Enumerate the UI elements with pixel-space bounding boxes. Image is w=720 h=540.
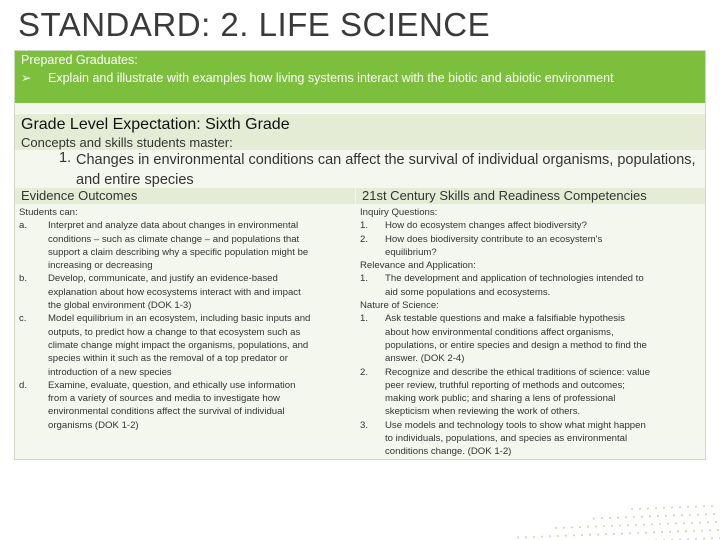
evidence-item-line: support a claim describing why a specific population might be (48, 246, 309, 258)
concept-row (15, 150, 705, 189)
skills-item (360, 219, 696, 232)
skills-item-label: 2. (360, 233, 369, 245)
evidence-item-line: Model equilibrium in an ecosystem, including basic inputs and (48, 313, 311, 325)
evidence-item (19, 219, 355, 272)
skills-item-line: making work public; and sharing a lens of professional (385, 393, 616, 405)
skills-item (360, 233, 696, 260)
evidence-item (19, 272, 355, 312)
skills-item-line: How do ecosystem changes affect biodiversity? (385, 220, 587, 232)
evidence-item (19, 312, 355, 378)
skills-item-line: Recognize and describe the ethical traditions of science: value (385, 366, 651, 378)
evidence-item-line: explanation about how ecosystems interact with and impact (48, 286, 301, 298)
evidence-item-text (48, 219, 355, 272)
skills-header (356, 188, 705, 204)
evidence-item-line: Examine, evaluate, question, and ethically use information (48, 379, 296, 391)
students-can-label: Students can: (19, 207, 78, 218)
evidence-item-line: species within it such as the removal of a top predator or (48, 353, 288, 365)
skills-item-line: populations, or entire species and design a method to find the (385, 339, 647, 351)
evidence-item-line: introduction of a new species (48, 366, 172, 378)
evidence-item-text (48, 312, 355, 378)
concepts-heading: Concepts and skills students master: (21, 135, 233, 150)
skills-section-title: Inquiry Questions: (360, 207, 438, 218)
evidence-item-label: c. (19, 313, 27, 325)
evidence-item-line: conditions – such as climate change – and populations that (48, 233, 300, 245)
evidence-item-text (48, 272, 355, 312)
slide-title: STANDARD: 2. LIFE SCIENCE (18, 6, 491, 43)
evidence-outcomes-heading: Evidence Outcomes (21, 188, 138, 203)
evidence-item-label: b. (19, 273, 28, 285)
concepts-row (15, 135, 705, 150)
skills-item-line: The development and application of technologies intended to (385, 273, 644, 285)
skills-item-line: How does biodiversity contribute to an ecosystem's (385, 233, 603, 245)
evidence-outcomes-header (15, 188, 355, 204)
skills-section-title: Relevance and Application: (360, 260, 476, 272)
evidence-item-line: Develop, communicate, and justify an evidence-based (48, 273, 278, 285)
evidence-item-label: a. (19, 220, 28, 232)
decorative-dots (420, 500, 720, 540)
skills-item-label: 1. (360, 313, 369, 325)
skills-item-text (385, 219, 696, 232)
arrow-bullet-icon: ➢ (21, 71, 32, 85)
skills-item (360, 419, 696, 459)
evidence-item-line: climate change might impact the organisms, populations, and (48, 339, 309, 351)
grade-level-expectation: Grade Level Expectation: Sixth Grade (21, 116, 290, 133)
skills-item-text (385, 366, 696, 419)
skills-item-label: 3. (360, 419, 369, 431)
skills-item-line: about how environmental conditions affect organisms, (385, 326, 614, 338)
skills-section-title: Nature of Science: (360, 300, 439, 312)
evidence-item-line: Interpret and analyze data about changes in environmental (48, 220, 299, 232)
skills-column (360, 206, 696, 459)
skills-item-text (385, 312, 696, 365)
concept-text: Changes in environmental conditions can affect the survival of individual organisms, populations, and entire species (76, 152, 696, 188)
evidence-item-text (48, 379, 355, 432)
skills-item-line: Use models and technology tools to show what might happen (385, 419, 646, 431)
skills-item-line: skepticism when reviewing the work of others. (385, 406, 581, 418)
concept-number: 1. (59, 150, 72, 166)
evidence-item-line: the global environment (DOK 1-3) (48, 300, 192, 312)
skills-item-text (385, 419, 696, 459)
skills-item-line: equilibrium? (385, 246, 437, 258)
prepared-graduates-heading: Prepared Graduates: (21, 53, 138, 67)
skills-item (360, 366, 696, 419)
evidence-item-line: environmental conditions affect the survival of individual (48, 406, 285, 418)
skills-item-line: aid some populations and ecosystems. (385, 286, 551, 298)
standard-table (14, 50, 706, 460)
skills-item-line: peer review, truthful reporting of methods and outcomes; (385, 379, 625, 391)
skills-heading: 21st Century Skills and Readiness Competencies (362, 188, 647, 203)
skills-item-line: to individuals, populations, and species as environmental (385, 433, 628, 445)
skills-item-text (385, 272, 696, 299)
skills-item-line: Ask testable questions and make a falsifiable hypothesis (385, 313, 625, 325)
evidence-item-line: increasing or decreasing (48, 260, 153, 272)
skills-item-text (385, 233, 696, 260)
grade-level-row (15, 113, 705, 135)
skills-item (360, 312, 696, 365)
skills-item-label: 1. (360, 220, 369, 232)
skills-item (360, 272, 696, 299)
skills-item-label: 2. (360, 366, 369, 378)
evidence-item-label: d. (19, 379, 28, 391)
evidence-item-line: from a variety of sources and media to investigate how (48, 393, 280, 405)
evidence-outcomes-column (19, 206, 355, 432)
evidence-item-line: organisms (DOK 1-2) (48, 419, 139, 431)
prepared-graduates-text: Explain and illustrate with examples how living systems interact with the biotic and abiotic environment (48, 71, 614, 85)
evidence-item-line: outputs, to predict how a change to that ecosystem such as (48, 326, 301, 338)
skills-item-label: 1. (360, 273, 369, 285)
prepared-graduates-row (15, 51, 705, 103)
skills-item-line: conditions change. (DOK 1-2) (385, 446, 512, 458)
skills-item-line: answer. (DOK 2-4) (385, 353, 465, 365)
evidence-item (19, 379, 355, 432)
